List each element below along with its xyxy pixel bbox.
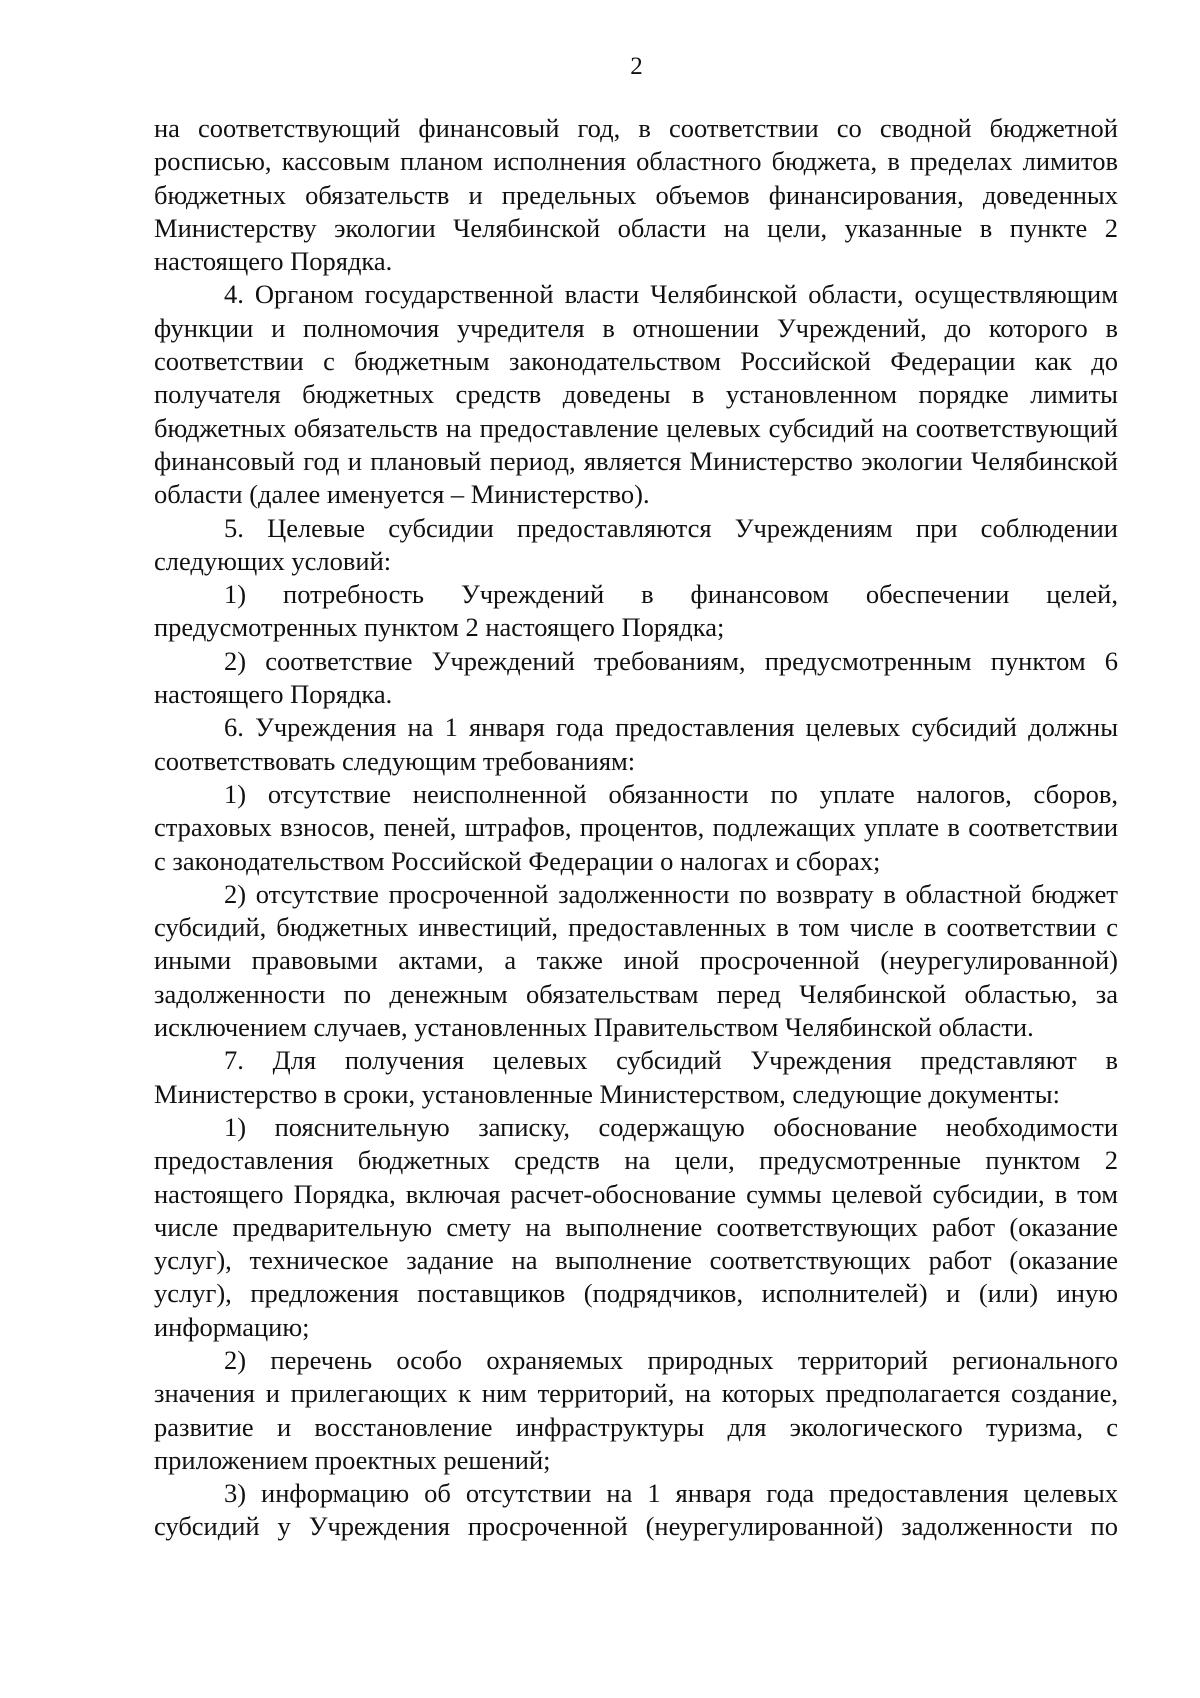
paragraph-continuation: на соответствующий финансовый год, в соответствии со сводной бюджетной росписью, кассовым планом исполнения областного бюджета, в пределах лимитов бюджетных обязательств и предельных объемов финансирования, доведенных Министерству экологии Челябинской области на цели, указанные в пункте 2 настоящего Порядка. (154, 113, 1118, 277)
page-number: 2 (630, 53, 643, 80)
paragraph-item-6: 6. Учреждения на 1 января года предоставления целевых субсидий должны соответствовать следующим требованиям: (154, 712, 1118, 776)
paragraph-item-7-1: 1) пояснительную записку, содержащую обоснование необходимости предоставления бюджетных средств на цели, предусмотренные пунктом 2 настоящего Порядка, включая расчет-обоснование суммы целевой субсидии, в том числе предварительную смету на выполнение соответствующих работ (оказание услуг), техническое задание на выполнение соответствующих работ (оказание услуг), предложения поставщиков (подрядчиков, исполнителей) и (или) иную информацию; (154, 1111, 1118, 1342)
paragraph-item-5-2: 2) соответствие Учреждений требованиям, предусмотренным пунктом 6 настоящего Порядка. (154, 645, 1118, 710)
paragraph-item-5: 5. Целевые субсидии предоставляются Учреждениям при соблюдении следующих условий: (154, 512, 1118, 576)
paragraph-item-6-2: 2) отсутствие просроченной задолженности по возврату в областной бюджет субсидий, бюджетных инвестиций, предоставленных в том числе в соответствии с иными правовыми актами, а также иной просроченной (неурегулированной) задолженности по денежным обязательствам перед Челябинской областью, за исключением случаев, установленных Правительством Челябинской области. (154, 878, 1118, 1043)
paragraph-item-7-3: 3) информацию об отсутствии на 1 января года предоставления целевых субсидий у Учреждения просроченной (неурегулированной) задолженности по (154, 1478, 1118, 1542)
paragraph-item-7-2: 2) перечень особо охраняемых природных территорий регионального значения и прилегающих к ним территорий, на которых предполагается создание, развитие и восстановление инфраструктуры для экологического туризма, с приложением проектных решений; (154, 1344, 1118, 1475)
paragraph-item-7: 7. Для получения целевых субсидий Учреждения представляют в Министерство в сроки, установленные Министерством, следующие документы: (154, 1045, 1118, 1109)
paragraph-item-6-1: 1) отсутствие неисполненной обязанности по уплате налогов, сборов, страховых взносов, пеней, штрафов, процентов, подлежащих уплате в соответствии с законодательством Российской Федерации о налогах и сборах; (154, 778, 1118, 876)
paragraph-item-5-1: 1) потребность Учреждений в финансовом обеспечении целей, предусмотренных пунктом 2 настоящего Порядка; (154, 579, 1118, 643)
paragraph-item-4: 4. Органом государственной власти Челябинской области, осуществляющим функции и полномочия учредителя в отношении Учреждений, до которого в соответствии с бюджетным законодательством Российской Федерации как до получателя бюджетных средств доведены в установленном порядке лимиты бюджетных обязательств на предоставление целевых субсидий на соответствующий финансовый год и плановый период, является Министерство экологии Челябинской области (далее именуется – Министерство). (154, 279, 1118, 510)
document-body (154, 112, 1118, 1544)
